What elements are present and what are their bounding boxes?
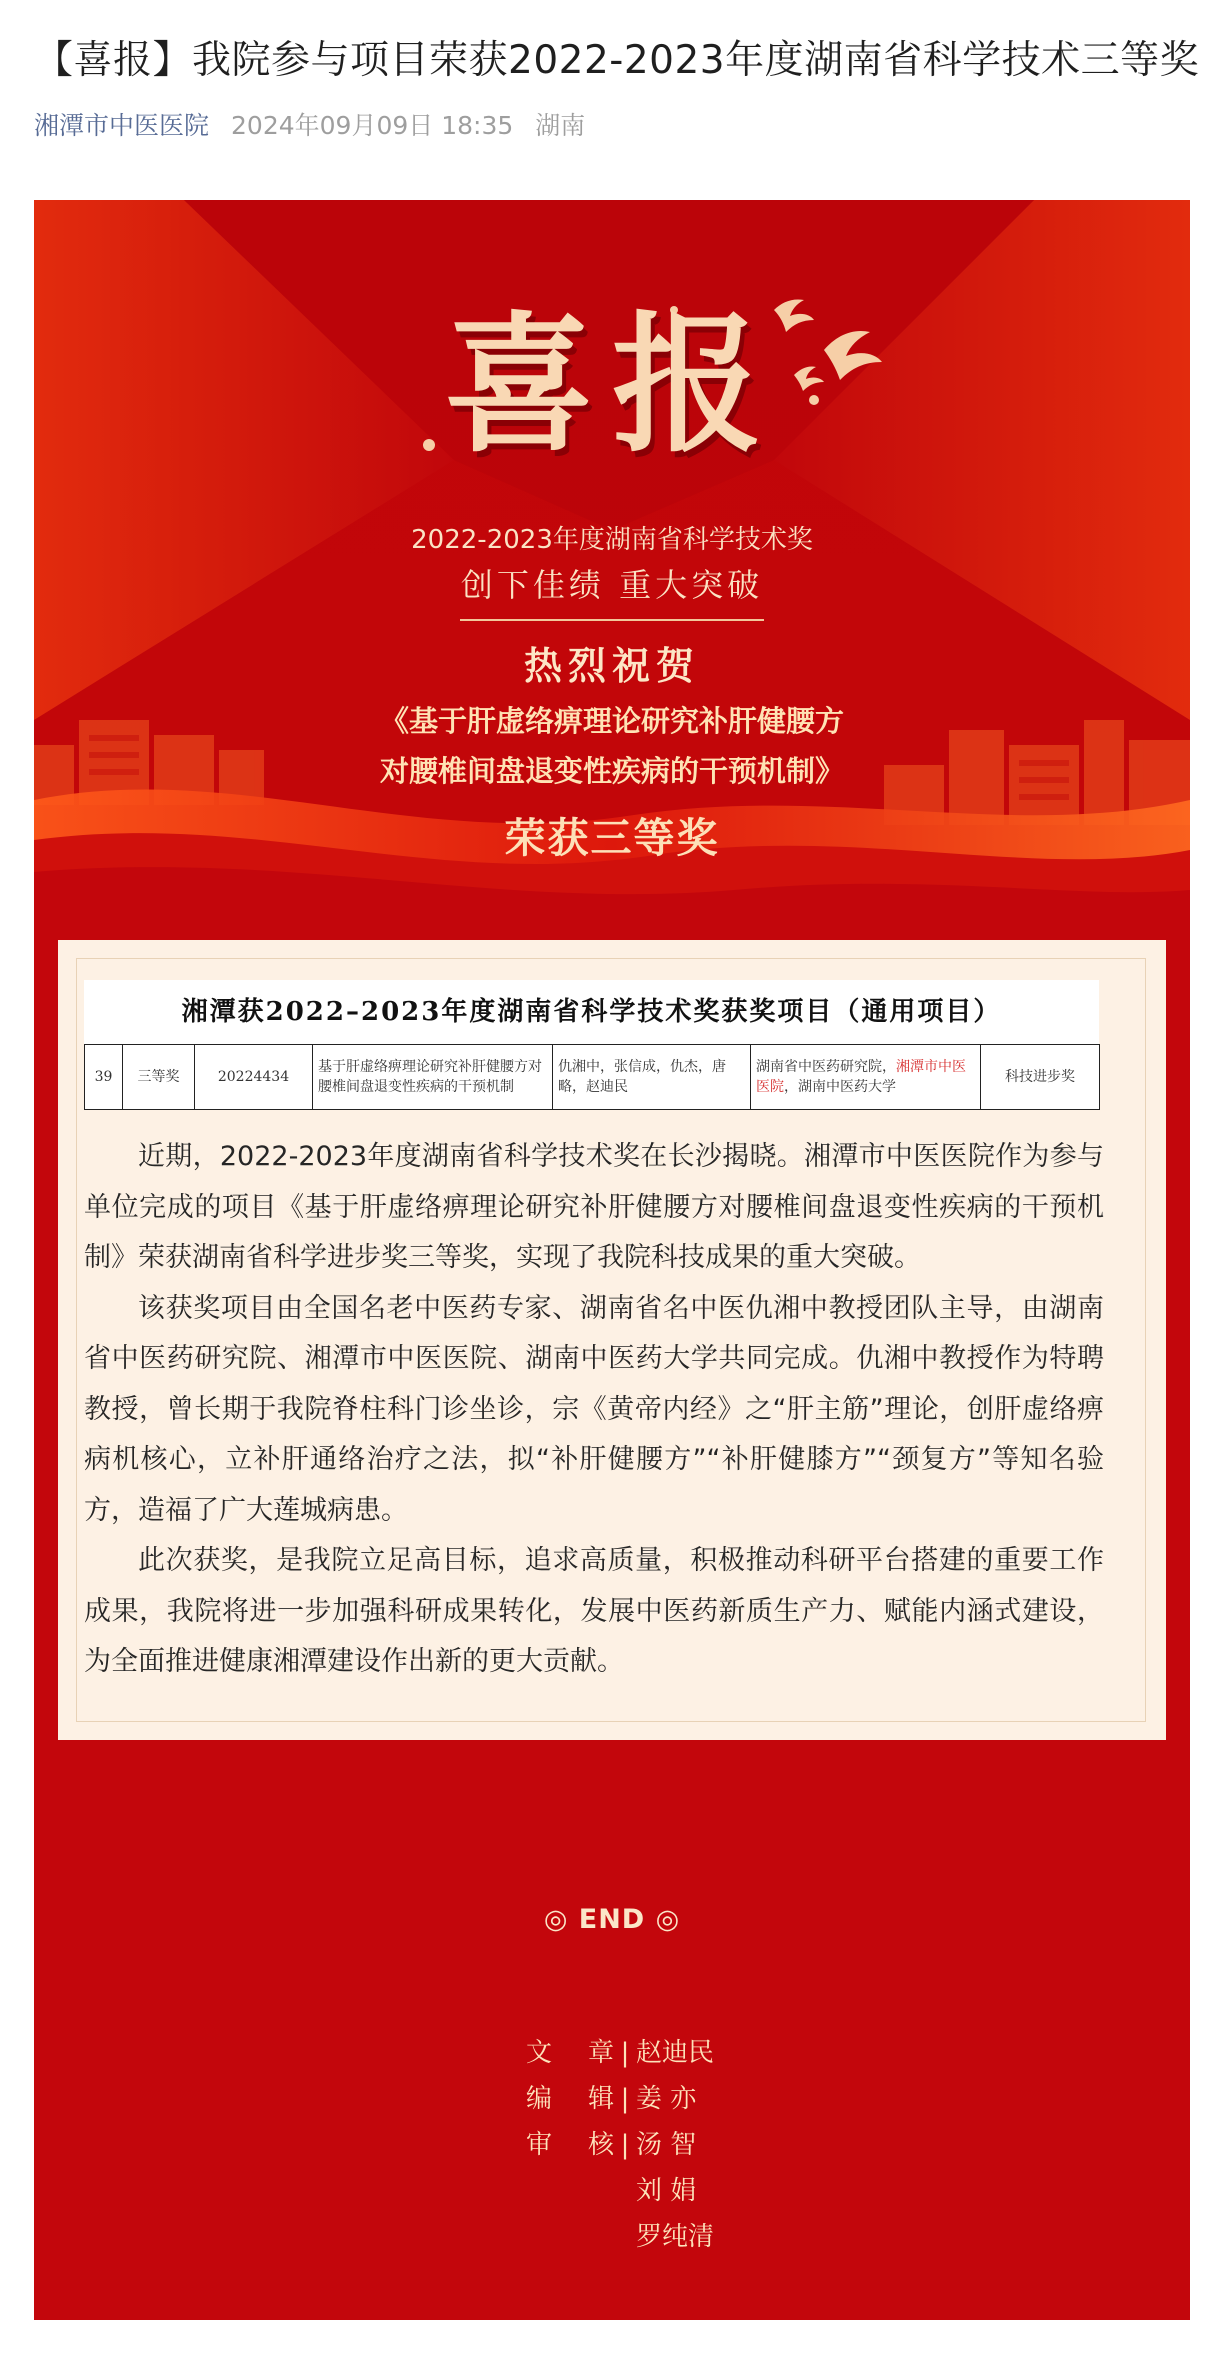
- credit-separator: |: [620, 2038, 630, 2068]
- credit-row-review-2: [526, 2168, 756, 2214]
- table-cell-category: 科技进步奖: [981, 1045, 1100, 1110]
- credit-role: 审 核: [526, 2130, 614, 2160]
- table-cell-project: 基于肝虚络痹理论研究补肝健腰方对腰椎间盘退变性疾病的干预机制: [313, 1045, 553, 1110]
- credit-row-article: [526, 2030, 756, 2076]
- poster-image: [34, 200, 1190, 2362]
- publish-date: 2024年09月09日 18:35: [231, 111, 514, 140]
- credit-name: 姜 亦: [636, 2084, 697, 2114]
- poster-big-title: 喜报: [443, 297, 780, 473]
- poster-subtitle-award-name: 2022-2023年度湖南省科学技术奖: [411, 525, 813, 555]
- credit-row-review-3: [526, 2214, 756, 2260]
- units-text: 湖南省中医药研究院，: [756, 1059, 896, 1075]
- end-mark: ◎ END ◎: [543, 1904, 681, 1935]
- award-list-table: [84, 1044, 1100, 1110]
- credit-name: 刘 娟: [636, 2176, 697, 2206]
- poster-subtitle-slogan: 创下佳绩 重大突破: [460, 566, 764, 604]
- account-name-link[interactable]: 湘潭市中医医院: [34, 111, 210, 140]
- credit-name: 赵迪民: [636, 2038, 715, 2068]
- poster-project-line-2: 对腰椎间盘退变性疾病的干预机制》: [379, 754, 844, 788]
- credit-separator-empty: [614, 2214, 636, 2260]
- credit-row-editor: [526, 2076, 756, 2122]
- credit-role-empty: [526, 2168, 614, 2214]
- publish-region: 湖南: [535, 111, 586, 140]
- credit-row-review: [526, 2122, 756, 2168]
- poster-award-level: 荣获三等奖: [504, 814, 720, 862]
- table-row: [85, 1045, 1100, 1110]
- credits: [526, 2030, 756, 2260]
- body-paragraph-1: 近期，2022-2023年度湖南省科学技术奖在长沙揭晓。湘潭市中医医院作为参与单位完成的项目《基于肝虚络痹理论研究补肝健腰方对腰椎间盘退变性疾病的干预机制》荣获湖南省科学进步奖三等奖，实现了我院科技成果的重大突破。: [84, 1141, 1104, 1273]
- credit-role: 文 章: [526, 2038, 614, 2068]
- credit-separator: |: [620, 2084, 630, 2114]
- article-title: 【喜报】我院参与项目荣获2022-2023年度湖南省科学技术三等奖: [34, 38, 1200, 83]
- poster-banner: [34, 200, 1190, 920]
- poster-divider: [460, 619, 764, 621]
- credit-name: 汤 智: [636, 2130, 697, 2160]
- award-list-title: 湘潭获2022–2023年度湖南省科学技术奖获奖项目（通用项目）: [181, 997, 1002, 1027]
- table-cell-index: 39: [85, 1045, 123, 1110]
- credit-role-empty: [526, 2214, 614, 2260]
- units-text: ，湖南中医药大学: [784, 1079, 896, 1095]
- credit-name: 罗纯清: [636, 2222, 715, 2252]
- body-paragraph-3: 此次获奖，是我院立足高目标，追求高质量，积极推动科研平台搭建的重要工作成果，我院将进一步加强科研成果转化，发展中医药新质生产力、赋能内涵式建设，为全面推进健康湘潭建设作出新的更大贡献。: [84, 1545, 1104, 1677]
- units-highlight: 湘潭市中医医院: [756, 1059, 966, 1095]
- body-paragraph-2: 该获奖项目由全国名老中医药专家、湖南省名中医仇湘中教授团队主导，由湖南省中医药研究院、湘潭市中医医院、湖南中医药大学共同完成。仇湘中教授作为特聘教授，曾长期于我院脊柱科门诊坐诊，宗《黄帝内经》之“肝主筋”理论，创肝虚络痹病机核心，立补肝通络治疗之法，拟“补肝健腰方”“补肝健膝方”“颈复方”等知名验方，造福了广大莲城病患。: [84, 1292, 1104, 1526]
- article-body: [84, 1132, 1104, 1688]
- credit-role: 编 辑: [526, 2084, 614, 2114]
- table-cell-people: 仇湘中，张信成，仇杰，唐略，赵迪民: [553, 1045, 751, 1110]
- table-cell-number: 20224434: [195, 1045, 313, 1110]
- poster-project-line-1: 《基于肝虚络痹理论研究补肝健腰方: [379, 704, 844, 738]
- credit-separator-empty: [614, 2168, 636, 2214]
- poster-congrats: 热烈祝贺: [523, 644, 700, 688]
- table-cell-level: 三等奖: [123, 1045, 195, 1110]
- table-cell-units: [751, 1045, 981, 1110]
- award-list-image: [84, 980, 1099, 1110]
- bottom-card-edge: [0, 2320, 1224, 2362]
- content-card: [58, 940, 1166, 1740]
- credit-separator: |: [620, 2130, 630, 2160]
- article-meta: [34, 104, 585, 144]
